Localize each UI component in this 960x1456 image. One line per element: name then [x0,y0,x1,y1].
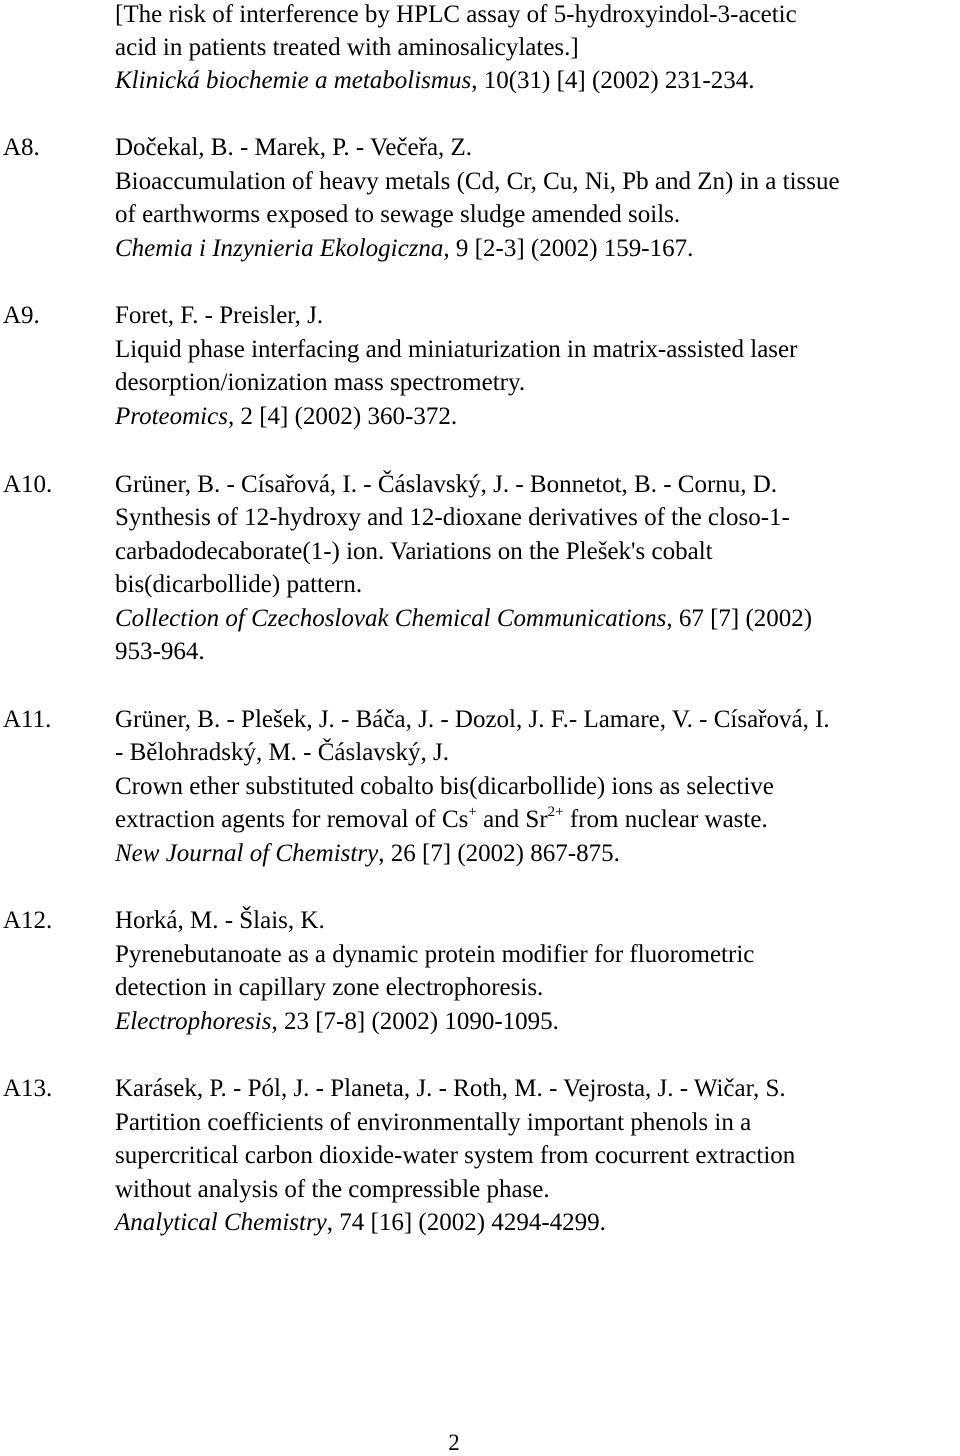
journal-pages: 953-964. [115,638,205,665]
journal-citation: , 74 [16] (2002) 4294-4299. [326,1209,606,1236]
reference-title-line: of earthworms exposed to sewage sludge amended soils. [115,201,681,228]
reference-number: A12. [3,907,53,934]
reference-authors: Grüner, B. - Plešek, J. - Báča, J. - Dozol, J. F.- Lamare, V. - Císařová, I. [115,706,830,733]
reference-title-line: [The risk of interference by HPLC assay of 5-hydroxyindol-3-acetic [115,1,797,28]
reference-title-line: detection in capillary zone electrophoresis. [115,974,544,1001]
journal-citation: , 10(31) [4] (2002) 231-234. [471,67,755,94]
reference-journal [115,839,620,869]
reference-journal [115,604,812,634]
reference-title-line: desorption/ionization mass spectrometry. [115,369,526,396]
reference-title-line: bis(dicarbollide) pattern. [115,571,363,598]
journal-citation: , 2 [4] (2002) 360-372. [227,403,458,430]
charge-superscript: + [468,804,477,820]
title-text: extraction agents for removal of Cs [115,806,469,833]
page-number: 2 [448,1430,460,1455]
reference-title-line: acid in patients treated with aminosalicylates.] [115,34,579,61]
journal-name: Collection of Czechoslovak Chemical Communications [115,605,667,632]
reference-authors-continued: - Bělohradský, M. - Čáslavský, J. [115,739,449,766]
journal-citation: , 23 [7-8] (2002) 1090-1095. [271,1008,559,1035]
reference-journal [115,66,754,96]
journal-name: Analytical Chemistry [115,1209,327,1236]
reference-authors: Grüner, B. - Císařová, I. - Čáslavský, J. - Bonnetot, B. - Cornu, D. [115,471,778,498]
journal-name: Electrophoresis [115,1008,272,1035]
journal-citation: , 9 [2-3] (2002) 159-167. [443,235,694,262]
reference-title-line: Bioaccumulation of heavy metals (Cd, Cr, Cu, Ni, Pb and Zn) in a tissue [115,168,840,195]
reference-authors: Foret, F. - Preisler, J. [115,302,324,329]
reference-authors: Dočekal, B. - Marek, P. - Večeřa, Z. [115,134,473,161]
reference-title-line: Pyrenebutanoate as a dynamic protein modifier for fluorometric [115,941,755,968]
reference-title-line: Synthesis of 12-hydroxy and 12-dioxane derivatives of the closo-1- [115,504,790,531]
reference-number: A10. [3,471,53,498]
charge-superscript: 2+ [547,804,564,820]
reference-journal [115,1208,606,1238]
title-text: from nuclear waste. [563,806,768,833]
journal-name: Proteomics [115,403,228,430]
reference-number: A11. [3,706,52,733]
journal-citation: , 26 [7] (2002) 867-875. [378,840,620,867]
journal-name: Chemia i Inzynieria Ekologiczna [115,235,444,262]
reference-title-line: Crown ether substituted cobalto bis(dicarbollide) ions as selective [115,773,774,800]
reference-title-line: Partition coefficients of environmentally important phenols in a [115,1109,752,1136]
reference-title-line [115,805,768,835]
reference-journal [115,234,693,264]
reference-title-line: Liquid phase interfacing and miniaturization in matrix-assisted laser [115,336,798,363]
reference-number: A13. [3,1075,53,1102]
title-text: and Sr [476,806,548,833]
reference-journal [115,1007,559,1037]
journal-citation: , 67 [7] (2002) [666,605,813,632]
journal-name: New Journal of Chemistry [115,840,379,867]
reference-authors: Karásek, P. - Pól, J. - Planeta, J. - Roth, M. - Vejrosta, J. - Wičar, S. [115,1075,786,1102]
reference-authors: Horká, M. - Šlais, K. [115,907,325,934]
reference-title-line: carbadodecaborate(1-) ion. Variations on the Plešek's cobalt [115,538,713,565]
reference-title-line: without analysis of the compressible phase. [115,1176,550,1203]
reference-title-line: supercritical carbon dioxide-water system from cocurrent extraction [115,1142,796,1169]
reference-journal [115,402,457,432]
reference-number: A8. [3,134,40,161]
journal-name: Klinická biochemie a metabolismus [115,67,472,94]
reference-number: A9. [3,302,40,329]
